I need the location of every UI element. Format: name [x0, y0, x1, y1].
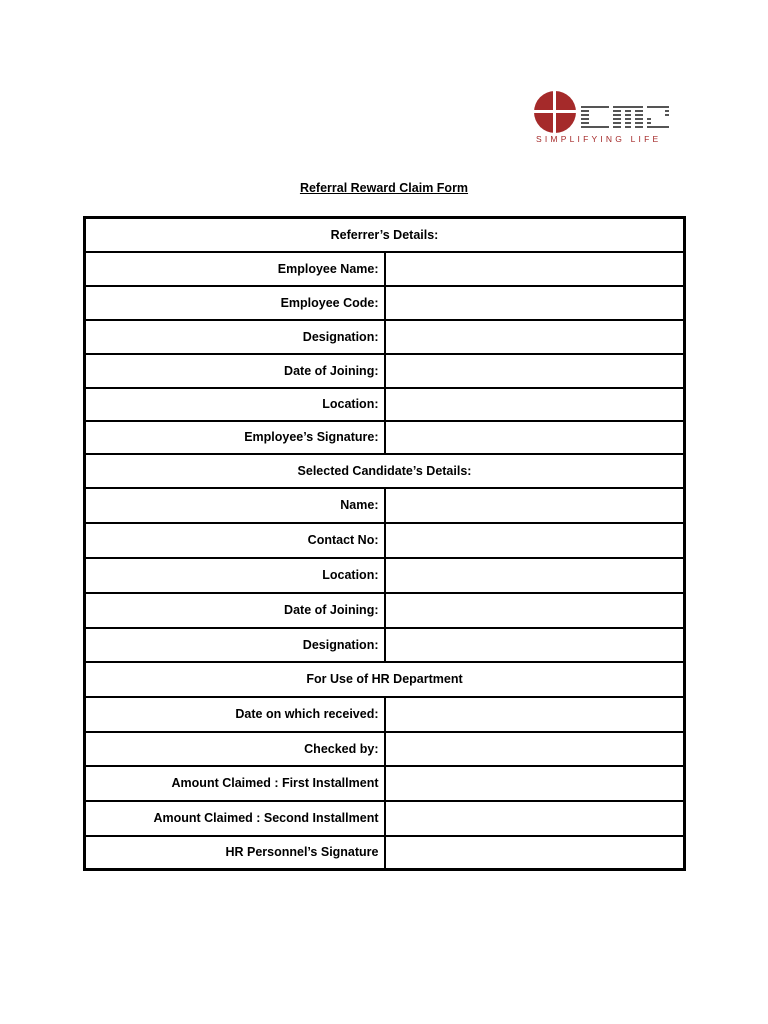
form-row	[85, 558, 685, 593]
section-row	[85, 662, 685, 697]
section-heading-referrer: Referrer’s Details:	[85, 218, 685, 252]
field-input[interactable]	[385, 488, 685, 523]
section-heading-hr: For Use of HR Department	[85, 662, 685, 697]
logo-tagline: SIMPLIFYING LIFE	[536, 134, 662, 144]
field-label: Location:	[85, 558, 385, 593]
form-row	[85, 320, 685, 354]
field-input[interactable]	[385, 697, 685, 732]
field-input[interactable]	[385, 732, 685, 766]
field-input[interactable]	[385, 252, 685, 286]
field-input[interactable]	[385, 766, 685, 801]
field-label: Date on which received:	[85, 697, 385, 732]
field-label: Date of Joining:	[85, 354, 385, 388]
form-row	[85, 354, 685, 388]
form-row	[85, 628, 685, 662]
form-row	[85, 488, 685, 523]
field-label: Employee Code:	[85, 286, 385, 320]
form-row	[85, 801, 685, 836]
form-row	[85, 286, 685, 320]
section-row	[85, 218, 685, 252]
form-row	[85, 836, 685, 870]
field-input[interactable]	[385, 354, 685, 388]
field-input[interactable]	[385, 628, 685, 662]
field-label: Date of Joining:	[85, 593, 385, 628]
field-label: HR Personnel’s Signature	[85, 836, 385, 870]
field-label: Location:	[85, 388, 385, 421]
field-label: Amount Claimed : Second Installment	[85, 801, 385, 836]
section-heading-candidate: Selected Candidate’s Details:	[85, 454, 685, 488]
field-input[interactable]	[385, 836, 685, 870]
field-label: Name:	[85, 488, 385, 523]
form-row	[85, 732, 685, 766]
field-input[interactable]	[385, 320, 685, 354]
field-input[interactable]	[385, 421, 685, 454]
field-input[interactable]	[385, 286, 685, 320]
field-label: Employee Name:	[85, 252, 385, 286]
form-row	[85, 697, 685, 732]
field-input[interactable]	[385, 388, 685, 421]
field-label: Employee’s Signature:	[85, 421, 385, 454]
field-label: Checked by:	[85, 732, 385, 766]
field-label: Designation:	[85, 628, 385, 662]
field-label: Amount Claimed : First Installment	[85, 766, 385, 801]
field-input[interactable]	[385, 558, 685, 593]
section-row	[85, 454, 685, 488]
form-row	[85, 252, 685, 286]
field-label: Designation:	[85, 320, 385, 354]
form-row	[85, 421, 685, 454]
form-row	[85, 388, 685, 421]
field-input[interactable]	[385, 593, 685, 628]
page-title: Referral Reward Claim Form	[299, 181, 469, 195]
form-row	[85, 593, 685, 628]
claim-form-table	[83, 216, 686, 871]
form-row	[85, 523, 685, 558]
field-input[interactable]	[385, 523, 685, 558]
field-label: Contact No:	[85, 523, 385, 558]
field-input[interactable]	[385, 801, 685, 836]
cms-logo-mark	[533, 90, 673, 134]
form-row	[85, 766, 685, 801]
